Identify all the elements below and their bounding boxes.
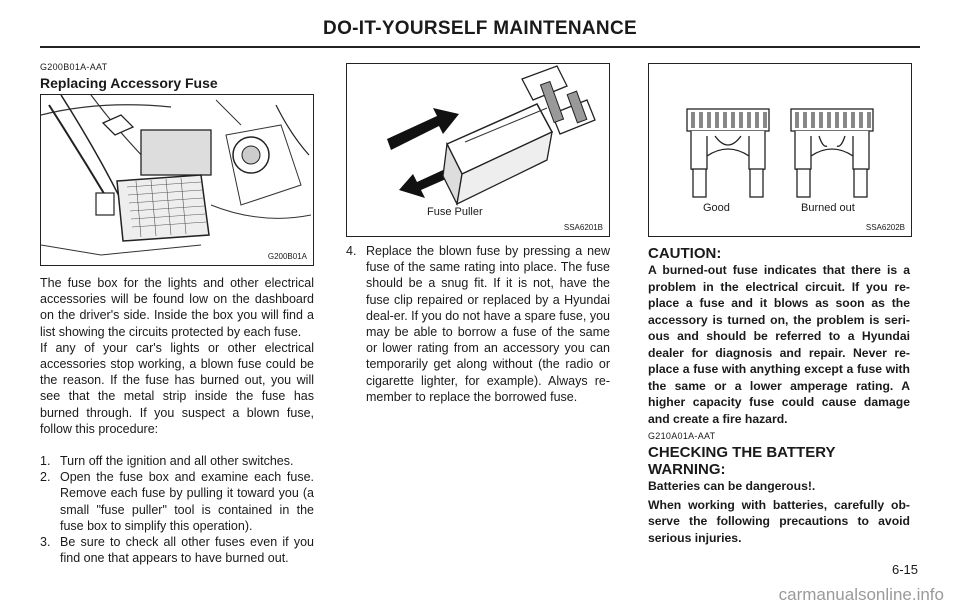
- fuse-comparison-illustration: [649, 64, 911, 236]
- list-item: 4. Replace the blown fuse by pressing a new fuse of the same rating into place. The fuse should be a snug fit. If it is not, have the fuse clip repaired or replaced by a Hyundai deal-er. If you do not have a spare fuse, you may be able to borrow a fuse of the same or lower rating from an accessory you can temporarily get along without (the radio or cigarette lighter, for example). Always re-member to replace the borrowed fuse.: [346, 244, 610, 404]
- paragraph: If any of your car's lights or other electrical accessories stop working, a blown fuse could be the reason. If the fuse has burned out, you will see that the metal strip inside the fuse has burned through. If you suspect a blown fuse, follow this procedure:: [40, 340, 314, 436]
- fuse-box-figure: [40, 94, 314, 266]
- section-checking-battery: [648, 431, 910, 546]
- figure-caption: Fuse Puller: [427, 206, 483, 218]
- section-title: Replacing Accessory Fuse: [40, 75, 218, 91]
- procedure-list: [40, 453, 314, 566]
- fuse-puller-figure: [346, 63, 610, 237]
- watermark[interactable]: carmanualsonline.info: [778, 585, 944, 604]
- caution-text: A burned-out fuse indicates that there is a problem in the electrical circuit. If you re-place a fuse and it blows as soon as the accessory is turned on, the problem is seri-ous and should be referred to a Hyundai dealer for diagnosis and repair. Never re-place a fuse with anything except a fuse with the same or a lower amperage rating. A higher capacity fuse could cause damage and create a fire hazard.: [648, 263, 910, 426]
- list-item: 1. Turn off the ignition and all other switches.: [40, 454, 294, 469]
- section-title: CHECKING THE BATTERY: [648, 444, 836, 461]
- figure-code: G200B01A: [267, 252, 307, 261]
- good-fuse-label: Good: [703, 202, 730, 214]
- list-item: 2. Open the fuse box and examine each fuse. Remove each fuse by pulling it toward you (a small "fuse puller" tool is contained in the fuse box to simplify this operation).: [40, 470, 314, 533]
- warning-line: Batteries can be dangerous!.: [648, 479, 816, 493]
- page-header: [40, 18, 920, 48]
- fuse-box-illustration: [41, 95, 313, 265]
- section-replacing-fuse: [40, 62, 315, 97]
- warning-title: WARNING:: [648, 461, 726, 478]
- procedure-list-continued: [346, 243, 610, 405]
- list-item: 3. Be sure to check all other fuses even if you find one that appears to have burned out.: [40, 535, 314, 566]
- section-code: G210A01A-AAT: [648, 431, 716, 441]
- header-rule: [40, 46, 920, 48]
- column1-text: [40, 275, 314, 566]
- section-code: G200B01A-AAT: [40, 62, 108, 72]
- figure-code: SSA6201B: [563, 223, 603, 232]
- figure-code: SSA6202B: [865, 223, 905, 232]
- paragraph: The fuse box for the lights and other electrical accessories will be found low on the dashboard on the driver's side. Inside the box you will find a list showing the circuits protected by each fuse.: [40, 276, 314, 339]
- fuse-comparison-figure: [648, 63, 912, 237]
- page-number: 6-15: [891, 562, 918, 577]
- caution-title: CAUTION:: [648, 245, 722, 262]
- burned-fuse-label: Burned out: [801, 202, 855, 214]
- page-title: DO-IT-YOURSELF MAINTENANCE: [323, 18, 637, 39]
- warning-text: When working with batteries, carefully ob-serve the following precautions to avoid serious injuries.: [648, 497, 910, 545]
